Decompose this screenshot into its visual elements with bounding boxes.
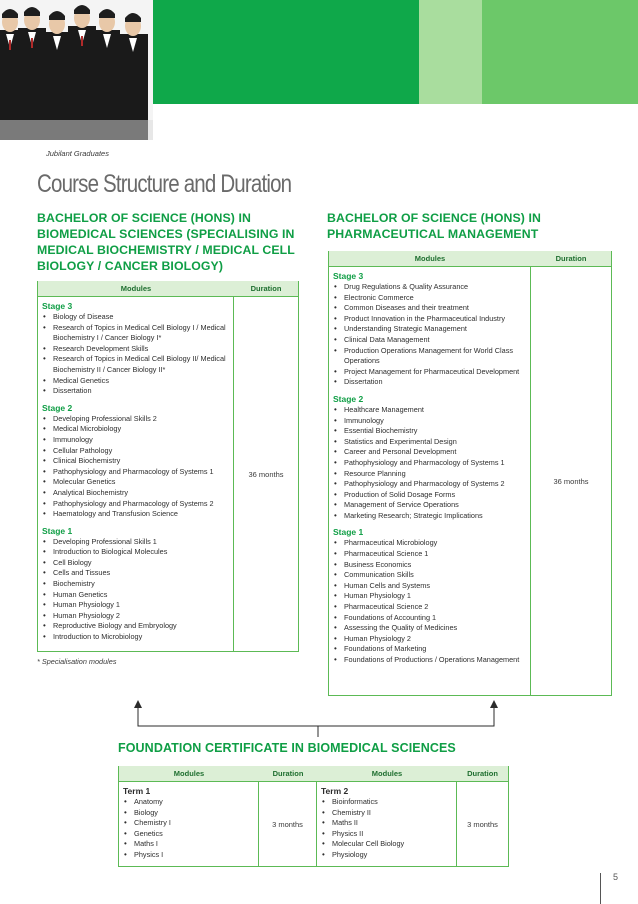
duration-header: Duration [555,254,587,263]
module-item: • Physics I [123,850,258,861]
module-item: • Understanding Strategic Management [333,324,530,335]
module-item: • Pharmaceutical Science 1 [333,549,530,560]
term-2-duration: 3 months [467,819,498,829]
module-item: • Research of Topics in Medical Cell Biology II/ Medical Biochemistry II / Cancer Biology II* [42,354,233,375]
module-item: • Clinical Data Management [333,335,530,346]
module-item: • Pathophysiology and Pharmacology of Systems 2 [333,479,530,490]
module-item: • Anatomy [123,797,258,808]
module-item: • Developing Professional Skills 1 [42,537,233,548]
pharma-modules-table [328,251,612,696]
module-item: • Career and Personal Development [333,447,530,458]
module-item: • Biochemistry [42,579,233,590]
photo-caption: Jubilant Graduates [46,149,109,158]
module-item: • Cell Biology [42,558,233,569]
module-item: • Research of Topics in Medical Cell Biology I / Medical Biochemistry I / Cancer Biology I* [42,323,233,344]
biomedical-program-heading: BACHELOR OF SCIENCE (HONS) IN BIOMEDICAL SCIENCES (SPECIALISING IN MEDICAL BIOCHEMISTRY / MEDICAL CELL BIOLOGY / CANCER BIOLOGY) [37,211,295,273]
module-item: • Production Operations Management for World Class Operations [333,346,530,367]
module-item: • Management of Service Operations [333,500,530,511]
stage-2-label: Stage 2 [333,393,364,404]
module-item: • Maths II [321,818,456,829]
table-body [329,267,611,695]
table-header [329,251,611,267]
module-item: • Immunology [42,435,233,446]
module-item: • Electronic Commerce [333,293,530,304]
module-item: • Foundations of Accounting 1 [333,613,530,624]
module-item: • Haematology and Transfusion Science [42,509,233,520]
module-item: • Research Development Skills [42,344,233,355]
module-item: • Genetics [123,829,258,840]
module-item: • Pharmaceutical Microbiology [333,538,530,549]
duration-cell: 36 months [553,476,589,486]
header-band-light [419,0,482,104]
module-item: • Foundations of Productions / Operations Management [333,655,530,666]
module-item: • Common Diseases and their treatment [333,303,530,314]
module-item: • Introduction to Microbiology [42,632,233,643]
stage-1-label: Stage 1 [333,527,364,538]
stage-3-list [42,312,233,397]
module-item: • Physics II [321,829,456,840]
module-item: • Reproductive Biology and Embryology [42,621,233,632]
module-item: • Clinical Biochemistry [42,456,233,467]
module-item: • Project Management for Pharmaceutical Development [333,367,530,378]
module-item: • Essential Biochemistry [333,426,530,437]
stage-2-label: Stage 2 [42,402,73,413]
table-body [119,782,508,866]
module-item: • Human Physiology 2 [42,611,233,622]
module-item: • Physiology [321,850,456,861]
module-item: • Drug Regulations & Quality Assurance [333,282,530,293]
term-2-column [317,782,457,866]
foundation-modules-table [118,766,509,867]
module-item: • Chemistry I [123,818,258,829]
specialisation-note: * Specialisation modules [37,657,117,666]
module-item: • Molecular Cell Biology [321,839,456,850]
page-number-rule [600,873,601,904]
module-item: • Production of Solid Dosage Forms [333,490,530,501]
module-item: • Business Economics [333,560,530,571]
table-header [38,281,298,297]
module-item: • Immunology [333,416,530,427]
arrow-up-icon [490,700,498,708]
page-number: 5 [613,872,619,882]
stage-1-list [333,538,530,665]
module-item: • Chemistry II [321,808,456,819]
module-item: • Medical Microbiology [42,424,233,435]
term-2-label: Term 2 [321,786,349,796]
module-item: • Marketing Research; Strategic Implications [333,511,530,522]
stage-1-label: Stage 1 [42,525,73,536]
term-2-list [321,797,456,861]
term-1-duration: 3 months [259,782,317,866]
module-item: • Healthcare Management [333,405,530,416]
table-body [38,297,298,651]
stage-3-list [333,282,530,388]
module-item: • Cellular Pathology [42,446,233,457]
term-1-list [123,797,258,861]
table-header [119,766,508,782]
module-item: • Assessing the Quality of Medicines [333,623,530,634]
stage-2-list [42,414,233,520]
duration-header: Duration [272,769,304,778]
module-item: • Human Physiology 1 [42,600,233,611]
module-item: • Human Physiology 1 [333,591,530,602]
module-item: • Pathophysiology and Pharmacology of Systems 1 [42,467,233,478]
header-band-mid [482,0,638,104]
module-item: • Developing Professional Skills 2 [42,414,233,425]
module-item: • Foundations of Marketing [333,644,530,655]
arrow-up-icon [134,700,142,708]
module-item: • Product Innovation in the Pharmaceutical Industry [333,314,530,325]
modules-header: Modules [371,769,403,778]
graduates-photo [0,0,153,140]
modules-column [329,267,531,695]
module-item: • Pharmaceutical Science 2 [333,602,530,613]
duration-cell: 36 months [248,469,284,479]
page-title: Course Structure and Duration [37,170,292,198]
module-item: • Maths I [123,839,258,850]
module-item: • Cells and Tissues [42,568,233,579]
module-item: • Human Cells and Systems [333,581,530,592]
module-item: • Analytical Biochemistry [42,488,233,499]
module-item: • Pathophysiology and Pharmacology of Systems 1 [333,458,530,469]
duration-header: Duration [467,769,498,778]
module-item: • Human Genetics [42,590,233,601]
modules-column [38,297,234,651]
pharma-program-heading: BACHELOR OF SCIENCE (HONS) IN PHARMACEUTICAL MANAGEMENT [327,211,542,241]
modules-header: Modules [414,254,446,263]
module-item: • Statistics and Experimental Design [333,437,530,448]
biomedical-modules-table [37,281,299,652]
module-item: • Human Physiology 2 [333,634,530,645]
modules-header: Modules [173,769,205,778]
module-item: • Bioinformatics [321,797,456,808]
stage-1-list [42,537,233,643]
modules-header: Modules [120,284,152,293]
module-item: • Introduction to Biological Molecules [42,547,233,558]
stage-2-list [333,405,530,522]
module-item: • Biology [123,808,258,819]
graduates-illustration [0,0,153,140]
duration-header: Duration [250,284,282,293]
module-item: • Medical Genetics [42,376,233,387]
stage-3-label: Stage 3 [42,301,73,311]
module-item: • Communication Skills [333,570,530,581]
foundation-heading: FOUNDATION CERTIFICATE IN BIOMEDICAL SCIENCES [118,741,456,755]
term-1-column [119,782,259,866]
module-item: • Dissertation [42,386,233,397]
module-item: • Dissertation [333,377,530,388]
stage-3-label: Stage 3 [333,271,364,281]
header-band-green [153,0,419,104]
module-item: • Resource Planning [333,469,530,480]
term-1-label: Term 1 [123,786,151,796]
module-item: • Molecular Genetics [42,477,233,488]
module-item: • Biology of Disease [42,312,233,323]
module-item: • Pathophysiology and Pharmacology of Systems 2 [42,499,233,510]
